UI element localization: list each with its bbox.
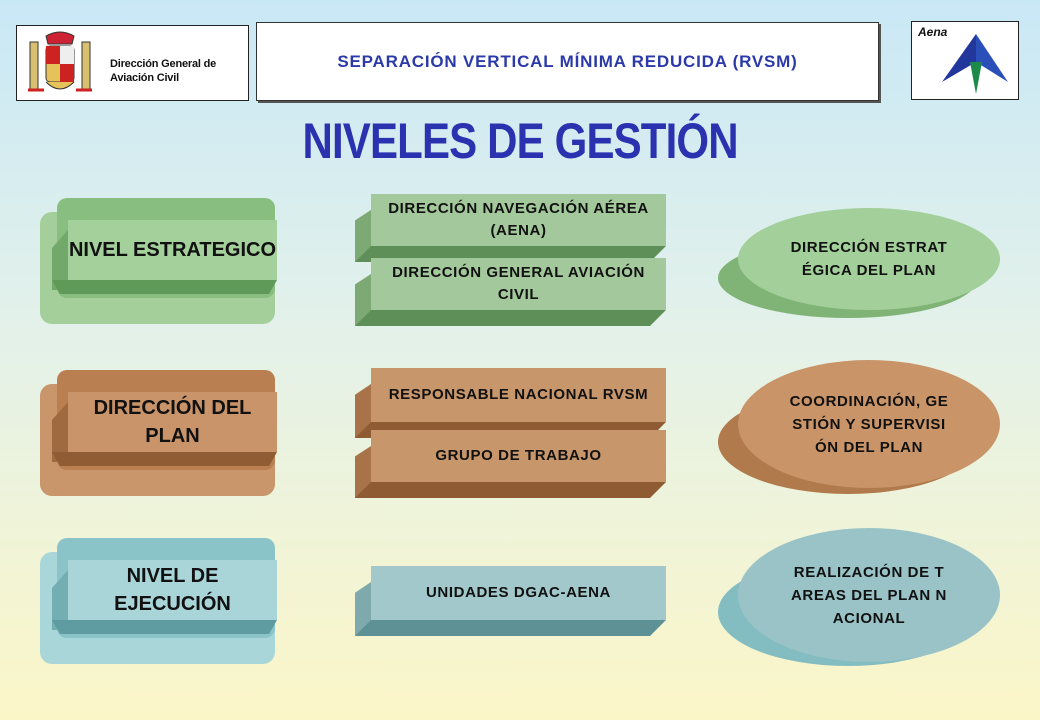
aena-logo-icon [940,32,1010,96]
body-bar-working-group [355,430,666,498]
page-heading [0,112,1040,170]
body-label-rvsm-manager: RESPONSABLE NACIONAL RVSM [371,368,666,422]
role-ellipse-strategic [718,208,1000,318]
spanish-coat-of-arms-icon [24,30,96,98]
aena-brand: Aena [918,25,948,39]
bar-bottom [355,620,666,636]
ellipse-face [738,528,1000,662]
body-bar-dna-aena [355,194,666,262]
org-name [110,57,216,85]
level-label-plan-direction: DIRECCIÓN DEL PLAN [68,392,277,452]
level-label-execution: NIVEL DE EJECUCIÓN [68,560,277,620]
org-name-line2: Aviación Civil [110,72,179,84]
body-bar-rvsm-manager [355,368,666,438]
body-label-working-group: GRUPO DE TRABAJO [371,430,666,482]
role-label-strategic: DIRECCIÓN ESTRATÉGICA DEL PLAN [790,239,948,279]
level-block-strategic [40,198,276,326]
level-block-plan-direction [40,370,276,498]
level-label-strategic: NIVEL ESTRATEGICO [68,220,277,280]
body-bar-units [355,566,666,636]
title-box [256,22,879,101]
bar-bottom [355,310,666,326]
role-label-coordination: COORDINACIÓN, GESTIÓN Y SUPERVISIÓN DEL PLAN [789,392,949,456]
aena-logo-box [911,21,1019,100]
body-label-dna-aena: DIRECCIÓN NAVEGACIÓN AÉREA (AENA) [371,194,666,246]
ellipse-face [738,360,1000,488]
ellipse-face [738,208,1000,310]
dgac-logo-box [16,25,249,101]
heading-text: NIVELES DE GESTIÓN [302,113,738,169]
org-name-line1: Dirección General de [110,58,217,70]
body-label-units: UNIDADES DGAC-AENA [371,566,666,620]
role-ellipse-coordination [718,360,1000,500]
level-block-execution [40,538,276,666]
body-label-dgac: DIRECCIÓN GENERAL AVIACIÓN CIVIL [371,258,666,310]
body-bar-dgac [355,258,666,326]
bar-bottom [355,482,666,498]
role-label-execution: REALIZACIÓN DE TAREAS DEL PLAN NACIONAL [790,563,947,627]
role-ellipse-execution [718,528,1000,676]
slide-title: SEPARACIÓN VERTICAL MÍNIMA REDUCIDA (RVSM) [337,51,798,71]
